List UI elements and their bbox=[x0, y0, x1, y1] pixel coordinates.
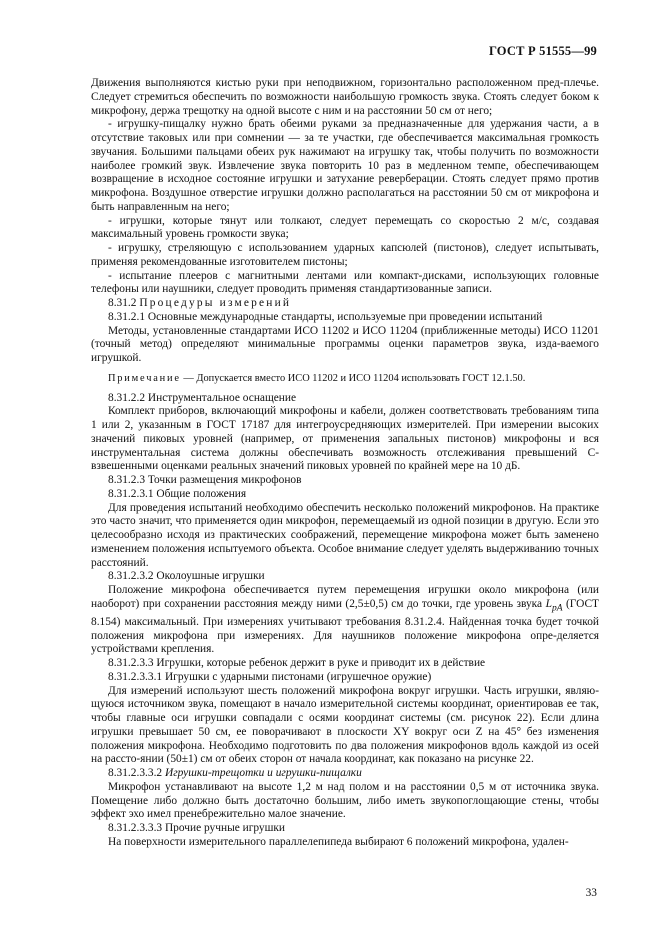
paragraph bbox=[91, 584, 599, 657]
paragraph: Для проведения испытаний необходимо обеспечить несколько положений микрофонов. На практике это часто значит, что применяется один микрофон, перемещаемый из одной позиции в другую. Если это целесообразно исходя из практических соображений, перемещение микрофона может быть заменено изменением положения испытуемого объекта. Особое внимание следует уделять выдерживанию точных расстояний. bbox=[91, 501, 599, 569]
paragraph: Методы, установленные стандартами ИСО 11202 и ИСО 11204 (приближенные методы) ИСО 11201 (точный метод) определяют минимальные программы оценки параметров звука, изда-ваемого игрушкой. bbox=[91, 324, 599, 364]
standard-header: ГОСТ Р 51555—99 bbox=[488, 44, 597, 58]
level-symbol: L bbox=[545, 597, 552, 610]
paragraph-text: (ГОСТ 8.154) максимальный. При измерениях учитывают требования 8.31.2.4. Найденная точка будет точкой положения микрофона при измерениях. Для наушников положение микрофона опре-деляется устройствами крепления. bbox=[91, 597, 599, 656]
document-body bbox=[91, 77, 599, 850]
subsection-heading: 8.31.2.1 Основные международные стандарты, используемые при проведении испытаний bbox=[108, 310, 543, 323]
subsection-heading: 8.31.2.3.3 Игрушки, которые ребенок держит в руке и приводит их в действие bbox=[108, 657, 486, 670]
subsection-heading: 8.31.2.3.3.1 Игрушки с ударными пистонами (игрушечное оружие) bbox=[108, 670, 432, 683]
paragraph: Для измерений используют шесть положений микрофона вокруг игрушки. Часть игрушки, являю-щуюся источником звука, помещают в начало измерительной системы координат, ориентировав ее так, чтобы главные оси игрушки совпадали с осями координат системы (см. рисунок 22). Если длина игрушки превышает 50 см, ее поворачивают в плоскости XY вокруг оси Z на 45° без изменения положения микрофона. Необходимо подготовить по два положения микрофонов вдоль каждой из осей на рассто-янии (50±1) см от обеих сторон от начала координат, как показано на рисунке 22. bbox=[91, 684, 599, 766]
subsection-heading: 8.31.2.3.3.3 Прочие ручные игрушки bbox=[108, 822, 286, 835]
paragraph-text: Положение микрофона обеспечивается путем перемещения игрушки около микрофона (или наоборот) при сохранении расстояния между ними (2,5±0,5) см до точки, где уровень звука bbox=[91, 584, 599, 610]
paragraph: На поверхности измерительного параллелепипеда выбирают 6 положений микрофона, удален- bbox=[108, 835, 569, 848]
note-text: — Допускается вместо ИСО 11202 и ИСО 11204 использовать ГОСТ 12.1.50. bbox=[180, 372, 526, 384]
subsection-heading: 8.31.2.3.1 Общие положения bbox=[108, 487, 247, 500]
note bbox=[91, 372, 599, 386]
section-number: 8.31.2.3.3.2 bbox=[108, 767, 163, 780]
level-subscript: pA bbox=[551, 603, 563, 614]
subsection-heading: 8.31.2.3 Точки размещения микрофонов bbox=[108, 474, 302, 486]
paragraph: - игрушку, стреляющую с использованием ударных капсюлей (пистонов), следует испытывать, применяя рекомендованные изготовителем пистоны; bbox=[91, 242, 599, 268]
note-label: Примечание bbox=[108, 372, 181, 384]
page-number: 33 bbox=[585, 887, 597, 899]
paragraph: - игрушки, которые тянут или толкают, следует перемещать со скоростью 2 м/с, создавая максимальный уровень громкости звука; bbox=[91, 214, 599, 241]
subsection-heading bbox=[91, 767, 599, 781]
paragraph: Микрофон устанавливают на высоте 1,2 м над полом и на расстоянии 0,5 м от источника звука. Помещение либо должно быть достаточно большим, либо иметь звукопоглощающие стены, чтобы эффект эхо имел пренебрежительно малое значение. bbox=[91, 780, 599, 821]
section-number: 8.31.2 bbox=[108, 297, 137, 309]
subsection-heading: 8.31.2.3.2 Околоушные игрушки bbox=[108, 570, 265, 583]
paragraph: Движения выполняются кистью руки при неподвижном, горизонтально расположенном пред-плечье. Следует стремиться обеспечить по возможности наибольшую громкость звука. Стоять следует боком к микрофону, держа трещотку на одной высоте с ним и на расстоянии 50 см от него; bbox=[91, 77, 599, 117]
section-title: Игрушки-трещотки и игрушки-пищалки bbox=[164, 767, 362, 780]
section-heading bbox=[91, 297, 599, 311]
section-title: Процедуры измерений bbox=[139, 297, 292, 309]
paragraph: Комплект приборов, включающий микрофоны и кабели, должен соответствовать требованиям типа 1 или 2, указанным в ГОСТ 17187 для интегроусредняющих измерителей. При измерении высоких значений пиковых уровней (например, от применения запальных пистонов) микрофоны и вся инструментальная система должны обеспечивать возможность отслеживания превышений С-взвешенными оценками реальных значений пиковых уровней по крайней мере на 10 дБ. bbox=[91, 405, 599, 473]
paragraph: - испытание плееров с магнитными лентами или компакт-дисками, использующих головные телефоны или наушники, следует проводить применяя стандартизованные записи. bbox=[91, 269, 599, 296]
paragraph: - игрушку-пищалку нужно брать обеими руками за предназначенные для удержания части, а в отсутствие таковых или при сомнении — за те участки, где обеспечивается максимальная громкость звучания. Большими пальцами обеих рук нажимают на игрушку так, чтобы получить по возможности наиболее громкий звук. Извлечение звука повторить 10 раз в медленном темпе, обеспечивающем возвращение в исходное состояние игрушки и затухание реверберации. Стоять следует прямо против микрофона. Воздушное отверстие игрушки должно располагаться на расстоянии 50 см от микрофона и быть направленным на него; bbox=[91, 118, 599, 213]
subsection-heading: 8.31.2.2 Инструментальное оснащение bbox=[108, 391, 297, 404]
